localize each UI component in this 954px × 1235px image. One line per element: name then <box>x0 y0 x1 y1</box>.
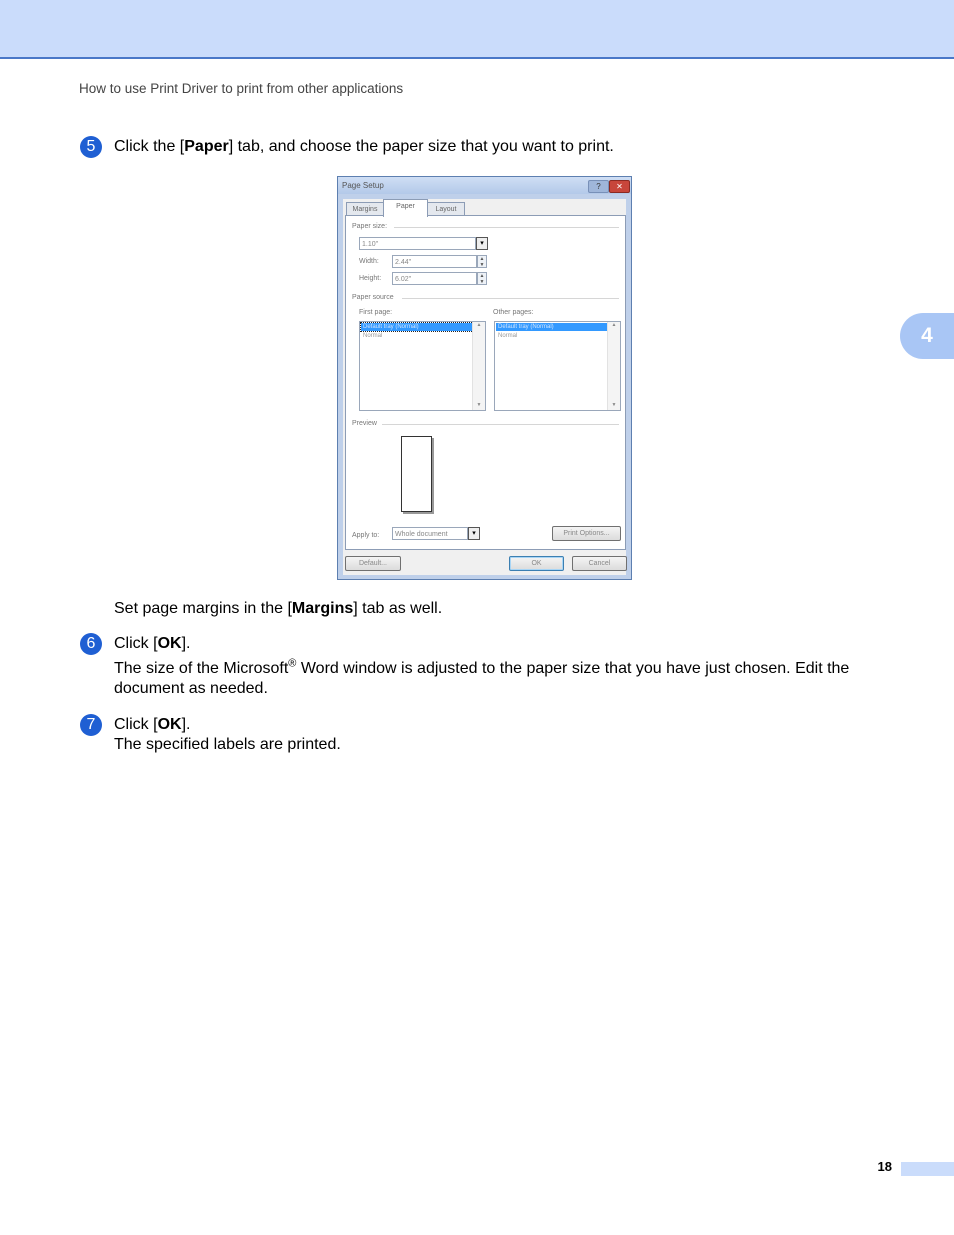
tab-layout[interactable]: Layout <box>427 202 465 216</box>
step-text <box>114 634 910 654</box>
scrollbar[interactable]: ▲ ▼ <box>607 322 620 410</box>
preview-group-label: Preview <box>352 420 377 427</box>
registered-mark: ® <box>288 657 297 670</box>
step-text <box>114 137 910 157</box>
paper-size-group-label: Paper size: <box>352 223 388 230</box>
width-input[interactable]: 2.44" <box>392 255 477 268</box>
paper-source-group-label: Paper source <box>352 294 394 301</box>
step-number-badge: 6 <box>80 633 102 655</box>
tab-margins[interactable]: Margins <box>346 202 384 216</box>
text-run: Click [ <box>114 716 158 733</box>
page-number: 18 <box>877 1159 892 1174</box>
text-run: ]. <box>181 635 191 652</box>
running-header: How to use Print Driver to print from other applications <box>79 81 404 96</box>
width-spinner-icon[interactable]: ▲ ▼ <box>477 255 487 268</box>
group-divider <box>394 227 619 228</box>
margins-note <box>114 599 904 619</box>
text-run: The size of the Microsoft <box>114 660 289 677</box>
default-button[interactable]: Default... <box>345 556 401 571</box>
ui-term: OK <box>157 716 182 733</box>
step-6-detail <box>114 659 904 699</box>
first-page-list[interactable] <box>359 321 486 411</box>
ok-button[interactable]: OK <box>509 556 564 571</box>
step-7 <box>80 715 910 735</box>
list-item[interactable]: Normal <box>363 333 383 339</box>
print-options-button[interactable]: Print Options... <box>552 526 621 541</box>
height-spinner-icon[interactable]: ▲ ▼ <box>477 272 487 285</box>
chapter-tab: 4 <box>900 313 954 359</box>
first-page-label: First page: <box>359 309 393 316</box>
chevron-down-icon[interactable]: ▾ <box>476 237 488 250</box>
scrollbar[interactable]: ▲ ▼ <box>472 322 485 410</box>
text-run: Word window is adjusted to the paper size that you have just chosen. Edit the document as needed. <box>114 660 850 697</box>
text-run: ] tab as well. <box>353 600 443 617</box>
text-run: Click [ <box>114 635 158 652</box>
width-label: Width: <box>359 258 379 265</box>
paper-size-select[interactable]: 1.10" <box>359 237 476 250</box>
text-run: ] tab, and choose the paper size that you want to print. <box>228 138 614 155</box>
step-6 <box>80 634 910 654</box>
text-run: Set page margins in the [ <box>114 600 292 617</box>
dialog-body <box>343 199 626 575</box>
step-number-badge: 7 <box>80 714 102 736</box>
close-icon[interactable]: ✕ <box>609 180 630 193</box>
cancel-button[interactable]: Cancel <box>572 556 627 571</box>
paper-tab-panel <box>345 215 626 550</box>
ui-term: Paper <box>184 138 229 155</box>
list-item-selected[interactable]: Default tray (Normal) <box>496 323 608 331</box>
footer-bar <box>901 1162 954 1176</box>
help-icon[interactable]: ? <box>588 180 609 193</box>
page-preview <box>401 436 432 512</box>
ui-term: OK <box>157 635 182 652</box>
text-run: ]. <box>181 716 191 733</box>
tab-paper[interactable]: Paper <box>383 199 428 217</box>
step-5 <box>80 137 910 157</box>
group-divider <box>402 298 619 299</box>
list-item[interactable]: Normal <box>498 333 518 339</box>
apply-to-label: Apply to: <box>352 532 380 539</box>
chevron-down-icon[interactable]: ▾ <box>468 527 480 540</box>
list-item-selected[interactable]: Default tray (Normal) <box>361 323 473 331</box>
step-number-badge: 5 <box>80 136 102 158</box>
other-pages-label: Other pages: <box>493 309 534 316</box>
height-input[interactable]: 6.02" <box>392 272 477 285</box>
group-divider <box>382 424 619 425</box>
apply-to-select[interactable]: Whole document <box>392 527 468 540</box>
other-pages-list[interactable] <box>494 321 621 411</box>
top-band <box>0 0 954 59</box>
ui-term: Margins <box>291 600 354 617</box>
page-setup-dialog <box>337 176 632 580</box>
height-label: Height: <box>359 275 382 282</box>
text-run: Click the [ <box>114 138 185 155</box>
dialog-title: Page Setup <box>338 177 631 194</box>
step-text <box>114 715 910 735</box>
step-7-detail: The specified labels are printed. <box>114 736 341 753</box>
